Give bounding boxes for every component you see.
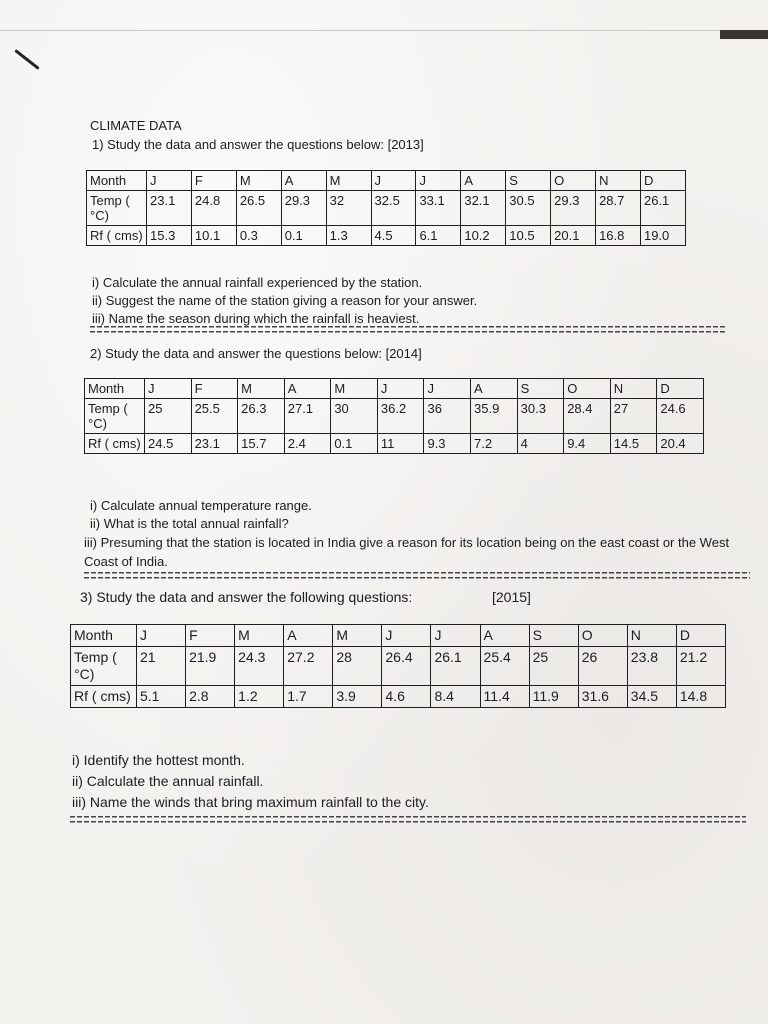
rf-cell: 19.0 (640, 226, 685, 246)
corner-tab (720, 30, 768, 39)
table-row (85, 379, 704, 399)
rf-cell: 34.5 (627, 686, 676, 708)
temp-cell: 25 (145, 399, 192, 434)
month-cell: J (416, 171, 461, 191)
question-1: 1) Study the data and answer the questions below: [2013] (92, 137, 424, 152)
separator-line (70, 816, 746, 824)
month-cell: O (564, 379, 611, 399)
month-cell: J (431, 625, 480, 647)
month-cell: N (627, 625, 676, 647)
temp-cell: 26.1 (431, 647, 480, 686)
month-cell: D (676, 625, 725, 647)
temp-cell: 30.5 (506, 191, 551, 226)
month-cell: F (186, 625, 235, 647)
rf-cell: 3.9 (333, 686, 382, 708)
month-cell: S (517, 379, 564, 399)
temp-cell: 32.1 (461, 191, 506, 226)
table-row (87, 226, 686, 246)
header-label: Month (71, 625, 137, 647)
rf-cell: 0.1 (331, 434, 378, 454)
month-cell: F (191, 171, 236, 191)
month-cell: O (578, 625, 627, 647)
rf-cell: 31.6 (578, 686, 627, 708)
temp-cell: 36 (424, 399, 471, 434)
month-cell: A (284, 379, 331, 399)
temp-cell: 24.6 (657, 399, 704, 434)
table-row (71, 647, 726, 686)
month-cell: A (480, 625, 529, 647)
temp-cell: 27.2 (284, 647, 333, 686)
month-cell: S (529, 625, 578, 647)
rf-cell: 5.1 (137, 686, 186, 708)
temp-cell: 28.7 (596, 191, 641, 226)
rf-cell: 0.3 (236, 226, 281, 246)
rf-cell: 23.1 (191, 434, 238, 454)
rf-cell: 1.7 (284, 686, 333, 708)
month-cell: M (236, 171, 281, 191)
month-cell: A (281, 171, 326, 191)
temp-cell: 32 (326, 191, 371, 226)
table-row (85, 399, 704, 434)
climate-table-2013 (86, 170, 686, 246)
rf-label: Rf ( cms) (85, 434, 145, 454)
temp-cell: 30.3 (517, 399, 564, 434)
temp-cell: 35.9 (471, 399, 518, 434)
month-cell: D (657, 379, 704, 399)
temp-label: Temp ( °C) (87, 191, 147, 226)
temp-label: Temp ( °C) (85, 399, 145, 434)
header-label: Month (87, 171, 147, 191)
month-cell: J (145, 379, 192, 399)
month-cell: M (326, 171, 371, 191)
temp-label: Temp ( °C) (71, 647, 137, 686)
separator-line (90, 326, 726, 334)
month-cell: J (371, 171, 416, 191)
temp-cell: 30 (331, 399, 378, 434)
table-row (71, 686, 726, 708)
rf-cell: 24.5 (145, 434, 192, 454)
month-cell: M (333, 625, 382, 647)
rf-cell: 9.3 (424, 434, 471, 454)
question-2: 2) Study the data and answer the questions below: [2014] (90, 346, 422, 361)
rf-cell: 15.3 (147, 226, 192, 246)
rf-cell: 10.2 (461, 226, 506, 246)
question-item: i) Calculate annual temperature range. (90, 498, 312, 513)
table-row (87, 191, 686, 226)
month-cell: J (382, 625, 431, 647)
temp-cell: 21.2 (676, 647, 725, 686)
temp-cell: 29.3 (281, 191, 326, 226)
temp-cell: 24.8 (191, 191, 236, 226)
question-3: 3) Study the data and answer the following questions: (80, 589, 413, 605)
question-item: iii) Name the winds that bring maximum rainfall to the city. (72, 794, 429, 810)
month-cell: S (506, 171, 551, 191)
temp-cell: 25.5 (191, 399, 238, 434)
rf-cell: 4 (517, 434, 564, 454)
temp-cell: 24.3 (235, 647, 284, 686)
table-row (87, 171, 686, 191)
rf-cell: 10.1 (191, 226, 236, 246)
month-cell: M (331, 379, 378, 399)
temp-cell: 29.3 (551, 191, 596, 226)
rf-cell: 2.8 (186, 686, 235, 708)
rf-cell: 20.4 (657, 434, 704, 454)
month-cell: A (284, 625, 333, 647)
rf-cell: 8.4 (431, 686, 480, 708)
table-row (85, 434, 704, 454)
rf-cell: 4.5 (371, 226, 416, 246)
question-item: iii) Presuming that the station is located in India give a reason for its location being on the east coast or the West Coast of India. (84, 535, 730, 569)
temp-cell: 28 (333, 647, 382, 686)
climate-table-2015 (70, 624, 726, 708)
month-cell: J (137, 625, 186, 647)
rf-cell: 14.5 (610, 434, 657, 454)
question-item: i) Identify the hottest month. (72, 752, 245, 768)
temp-cell: 36.2 (377, 399, 424, 434)
temp-cell: 25 (529, 647, 578, 686)
rf-cell: 1.3 (326, 226, 371, 246)
month-cell: O (551, 171, 596, 191)
temp-cell: 27.1 (284, 399, 331, 434)
month-cell: J (377, 379, 424, 399)
month-cell: M (238, 379, 285, 399)
temp-cell: 27 (610, 399, 657, 434)
question-item: ii) What is the total annual rainfall? (90, 516, 289, 531)
temp-cell: 23.1 (147, 191, 192, 226)
rf-cell: 20.1 (551, 226, 596, 246)
rf-cell: 11.4 (480, 686, 529, 708)
month-cell: F (191, 379, 238, 399)
month-cell: N (610, 379, 657, 399)
temp-cell: 21 (137, 647, 186, 686)
rf-cell: 1.2 (235, 686, 284, 708)
rf-cell: 11.9 (529, 686, 578, 708)
question-item: ii) Suggest the name of the station giving a reason for your answer. (92, 293, 478, 308)
rf-cell: 11 (377, 434, 424, 454)
question-item: i) Calculate the annual rainfall experienced by the station. (92, 275, 423, 290)
question-item: iii) Name the season during which the rainfall is heaviest. (92, 311, 420, 326)
temp-cell: 26.1 (640, 191, 685, 226)
temp-cell: 26 (578, 647, 627, 686)
month-cell: J (424, 379, 471, 399)
climate-table-2014 (84, 378, 704, 454)
month-cell: J (147, 171, 192, 191)
temp-cell: 28.4 (564, 399, 611, 434)
rf-cell: 2.4 (284, 434, 331, 454)
month-cell: D (640, 171, 685, 191)
rf-cell: 10.5 (506, 226, 551, 246)
header-label: Month (85, 379, 145, 399)
month-cell: M (235, 625, 284, 647)
question-3-year: [2015] (492, 589, 531, 605)
rf-label: Rf ( cms) (71, 686, 137, 708)
rf-cell: 4.6 (382, 686, 431, 708)
question-item: ii) Calculate the annual rainfall. (72, 773, 264, 789)
month-cell: N (596, 171, 641, 191)
temp-cell: 21.9 (186, 647, 235, 686)
page-title: CLIMATE DATA (90, 118, 182, 133)
rf-cell: 16.8 (596, 226, 641, 246)
rf-cell: 7.2 (471, 434, 518, 454)
temp-cell: 23.8 (627, 647, 676, 686)
page-edge-line (0, 30, 720, 31)
rf-label: Rf ( cms) (87, 226, 147, 246)
separator-line (84, 572, 750, 580)
rf-cell: 6.1 (416, 226, 461, 246)
temp-cell: 33.1 (416, 191, 461, 226)
rf-cell: 14.8 (676, 686, 725, 708)
temp-cell: 26.4 (382, 647, 431, 686)
temp-cell: 25.4 (480, 647, 529, 686)
rf-cell: 15.7 (238, 434, 285, 454)
table-row (71, 625, 726, 647)
rf-cell: 0.1 (281, 226, 326, 246)
temp-cell: 26.3 (238, 399, 285, 434)
temp-cell: 26.5 (236, 191, 281, 226)
temp-cell: 32.5 (371, 191, 416, 226)
month-cell: A (461, 171, 506, 191)
month-cell: A (471, 379, 518, 399)
rf-cell: 9.4 (564, 434, 611, 454)
